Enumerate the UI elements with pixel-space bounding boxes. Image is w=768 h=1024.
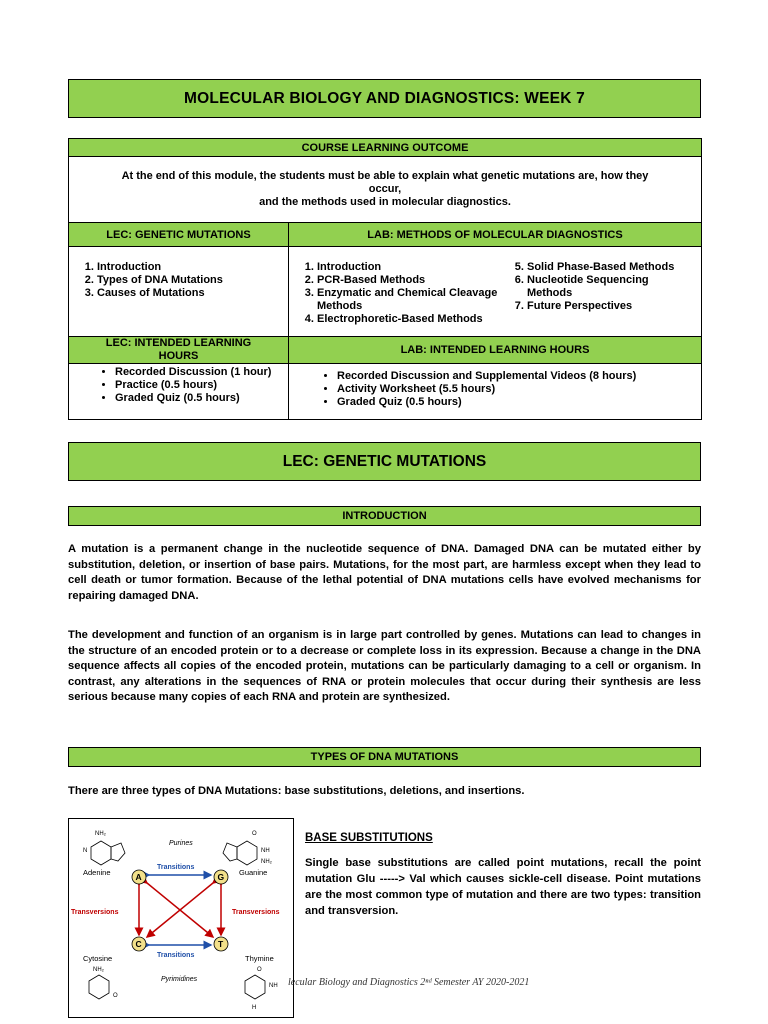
list-item: 3. Enzymatic and Chemical Cleavage Methods [317,287,499,313]
lab-topics-list-right [499,261,695,326]
adenine-structure-icon [91,841,125,865]
list-item: • Recorded Discussion and Supplemental Videos (8 hours) [337,370,695,383]
thymine-o-label: O [257,967,262,973]
section-title-text: LEC: GENETIC MUTATIONS [282,452,487,470]
list-item: • Graded Quiz (0.5 hours) [337,396,695,409]
lab-topics-header: LAB: METHODS OF MOLECULAR DIAGNOSTICS [289,223,702,247]
list-item: • Practice (0.5 hours) [115,379,282,392]
list-item: 7. Future Perspectives [527,300,695,313]
course-overview-table [68,138,702,420]
types-header [68,747,701,767]
cytosine-structure-icon [89,975,109,999]
lec-hours-cell [69,364,289,420]
lab-hours-header: LAB: INTENDED LEARNING HOURS [289,337,702,364]
intro-paragraph-2: The development and function of an organism is in large part controlled by genes. Mutations can lead to changes in the structure of an encoded protein or to a decrease or complete loss in its expression. Because a change in the DNA sequence affects all copies of the encoded protein, mutations can be particularly damaging to a cell or organism. In contrast, any alterations in the sequences of RNA or protein molecules that occur during their synthesis are less serious because many copies of each RNA and protein are synthesized. [68,629,701,703]
list-item: • Graded Quiz (0.5 hours) [115,392,282,405]
learning-outcome-text [69,157,702,223]
cytosine-nh2-label: NH₂ [93,967,104,973]
guanine-nh-label: NH [261,848,270,854]
page-title-text: MOLECULAR BIOLOGY AND DIAGNOSTICS: WEEK 7 [184,89,585,107]
purines-label: Purines [169,840,193,847]
lec-topics-cell [69,247,289,337]
base-substitutions-text: Single base substitutions are called point mutations, recall the point mutation Glu -----> Val which causes sickle-cell disease. Point mutations are the most common type of mutation and there are two types: transition and transversion. [305,857,701,917]
list-item: 3. Causes of Mutations [97,287,282,300]
transitions-bottom-label: Transitions [157,952,195,959]
intro-paragraph-1: A mutation is a permanent change in the nucleotide sequence of DNA. Damaged DNA can be mutated either by substitution, deletion, or insertion of base pairs. Mutations, for the most part, are harmless except when they lead to cell death or tumor formation. Because of the lethal potential of DNA mutations cells have evolved mechanisms for repairing damaged DNA. [68,543,701,602]
lab-hours-list [295,370,695,409]
node-t-label: T [218,939,224,949]
lec-topics-list [75,261,282,300]
types-header-text: TYPES OF DNA MUTATIONS [310,751,459,763]
guanine-nh2-label: NH₂ [261,859,272,865]
lec-hours-header: LEC: INTENDED LEARNING HOURS [69,337,289,364]
list-item: 2. Types of DNA Mutations [97,274,282,287]
adenine-nh2-label: NH₂ [95,831,106,837]
learning-outcome-line-2: and the methods used in molecular diagnostics. [259,196,511,208]
learning-outcome-line-1: At the end of this module, the students must be able to explain what genetic mutations are, how they occur, [121,170,649,195]
guanine-o-label: O [252,831,257,837]
cytosine-o-label: O [113,993,118,999]
lec-topics-header: LEC: GENETIC MUTATIONS [69,223,289,247]
page-title [68,79,701,118]
list-item: • Recorded Discussion (1 hour) [115,366,282,379]
types-paragraph: There are three types of DNA Mutations: base substitutions, deletions, and insertions. [68,785,525,797]
list-item: 4. Electrophoretic-Based Methods [317,313,499,326]
adenine-label: Adenine [83,868,111,877]
transitions-top-label: Transitions [157,864,195,871]
mutation-diagram [69,819,293,1017]
transversions-left-label: Transversions [71,909,119,916]
list-item: 2. PCR-Based Methods [317,274,499,287]
page-footer: lecular Biology and Diagnostics 2ⁿᵈ Semester AY 2020-2021 [288,977,530,988]
base-substitution-figure [68,818,294,1018]
transversions-right-label: Transversions [232,909,280,916]
section-title [68,442,701,481]
node-c-label: C [135,939,142,949]
pyrimidines-label: Pyrimidines [161,976,198,983]
base-substitutions-title: BASE SUBSTITUTIONS [305,832,433,844]
introduction-header [68,506,701,526]
list-item: 6. Nucleotide Sequencing Methods [527,274,695,300]
list-item: • Activity Worksheet (5.5 hours) [337,383,695,396]
list-item: 1. Introduction [317,261,499,274]
introduction-header-text: INTRODUCTION [342,510,427,522]
node-g-label: G [217,872,225,882]
thymine-h-label: H [252,1005,257,1011]
thymine-nh-label: NH [269,983,278,989]
adenine-n-label: N [83,848,88,854]
node-a-label: A [135,872,142,882]
list-item: 1. Introduction [97,261,282,274]
guanine-structure-icon [223,841,257,865]
cytosine-label: Cytosine [83,954,113,963]
learning-outcome-header: COURSE LEARNING OUTCOME [69,139,702,157]
thymine-structure-icon [245,975,265,999]
thymine-label: Thymine [245,954,274,963]
list-item: 5. Solid Phase-Based Methods [527,261,695,274]
lab-topics-cell [289,247,702,337]
guanine-label: Guanine [239,868,268,877]
lab-hours-cell [289,364,702,420]
lec-hours-list [75,366,282,405]
lab-topics-list-left [295,261,499,326]
